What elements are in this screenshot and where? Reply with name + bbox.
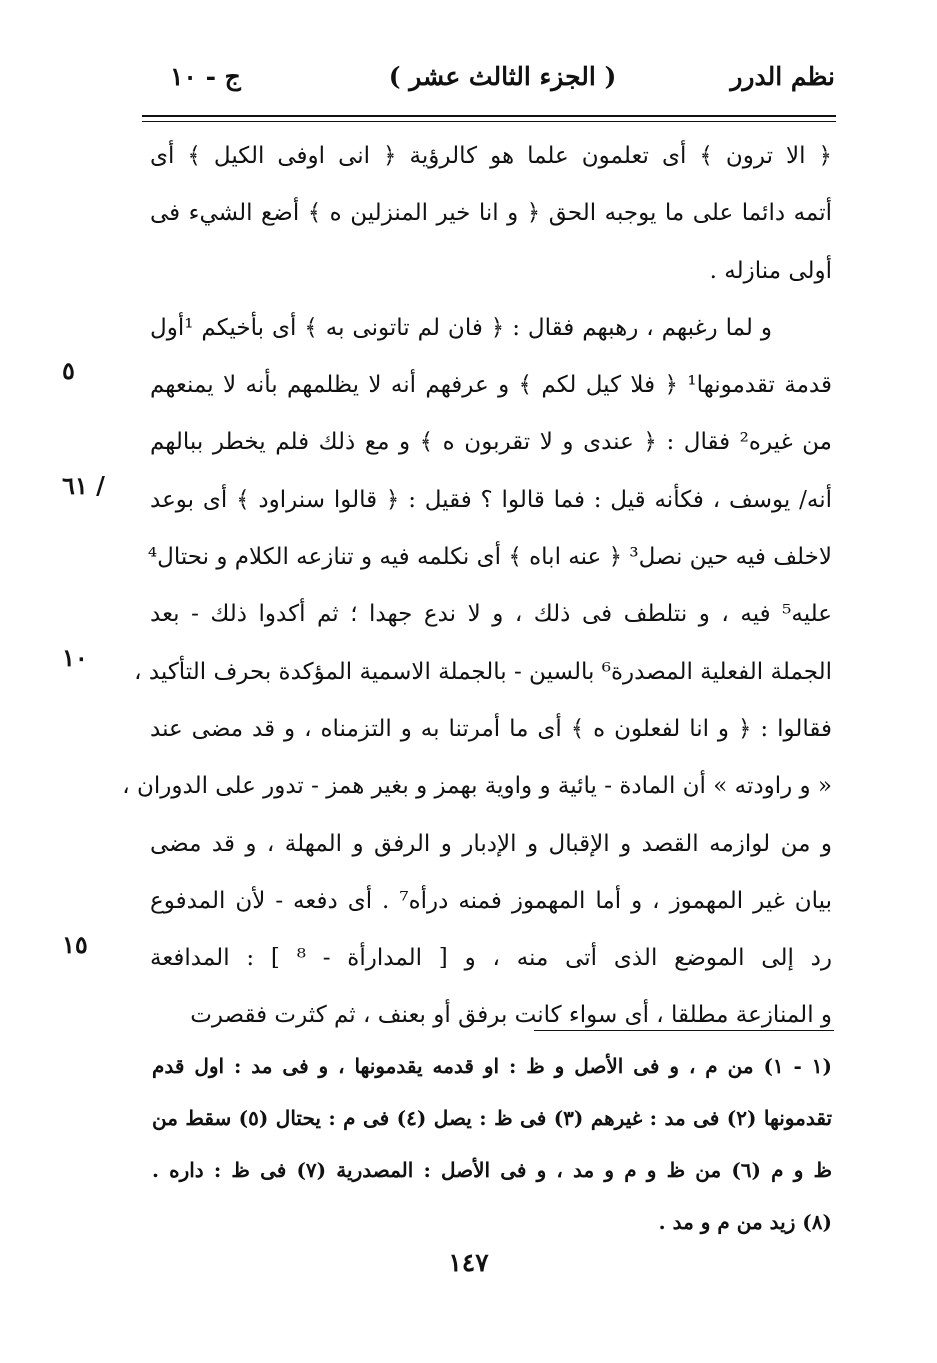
text-line: بيان غير المهموز ، و أما المهموز فمنه درأه⁷ . أى دفعه - لأن المدفوع <box>150 887 832 914</box>
text-line: و المنازعة مطلقا ، أى سواء كانت برفق أو بعنف ، ثم كثرت فقصرت <box>190 1002 832 1029</box>
text-line: ﴿ الا ترون ﴾ أى تعلمون علما هو كالرؤية ﴿ انى اوفى الكيل ﴾ أى <box>150 143 832 169</box>
footnotes <box>152 1040 832 1248</box>
footnote-line: (٨) زيد من م و مد . <box>658 1210 832 1234</box>
text-line: و من لوازمه القصد و الإقبال و الإدبار و الرفق و المهلة ، و قد مضى <box>150 830 832 857</box>
text-line: « و راودته » أن المادة - يائية و واوية بهمز و بغير همز - تدور على الدوران ، <box>122 773 832 800</box>
text-line: أتمه دائما على ما يوجبه الحق ﴿ و انا خير المنزلين ه ﴾ أضع الشيء فى <box>150 200 832 227</box>
footnote-line: ظ و م (٦) من ظ و م و مد ، و فى الأصل : المصدرية (٧) فى ظ : داره . <box>152 1158 833 1182</box>
folio-reference: / ٦١ <box>62 471 105 500</box>
footnote-line: تقدمونها (٢) فى مد : غيرهم (٣) فى ظ : يصل (٤) فى م : يحتال (٥) سقط من <box>152 1106 833 1130</box>
running-header <box>170 62 835 102</box>
text-line: أنه/ يوسف ، فكأنه قيل : فما قالوا ؟ فقيل : ﴿ قالوا سنراود ﴾ أى بوعد <box>150 486 832 513</box>
line-number-15: ١٥ <box>62 930 88 959</box>
header-rule <box>142 115 836 122</box>
text-line: رد إلى الموضع الذى أتى منه ، و [ المدارأة - ⁸ ] : المدافعة <box>150 945 832 972</box>
footnote-separator <box>534 1030 834 1031</box>
text-line: و لما رغبهم ، رهبهم فقال : ﴿ فان لم تاتونى به ﴾ أى بأخيكم ¹أول <box>150 314 772 341</box>
line-number-10: ١٠ <box>62 643 88 672</box>
text-line: أولى منازله . <box>709 257 832 284</box>
footnote-line: (١ - ١) من م ، و فى الأصل و ظ : او قدمه يقدمونها ، و فى مد : اول قدم <box>152 1054 832 1078</box>
header-book-title: نظم الدرر <box>730 62 835 91</box>
line-number-5: ٥ <box>62 356 75 385</box>
page-number: ١٤٧ <box>448 1248 489 1277</box>
text-line: الجملة الفعلية المصدرة⁶ بالسين - بالجملة الاسمية المؤكدة بحرف التأكيد ، <box>134 658 832 685</box>
text-line: فقالوا : ﴿ و انا لفعلون ه ﴾ أى ما أمرتنا به و التزمناه ، و قد مضى عند <box>150 715 832 742</box>
header-volume-title: ( الجزء الثالث عشر ) <box>388 62 617 91</box>
text-line: قدمة تقدمونها¹ ﴿ فلا كيل لكم ﴾ و عرفهم أنه لا يظلمهم بأنه لا يمنعهم <box>150 372 832 399</box>
text-line: من غيره² فقال : ﴿ عندى و لا تقربون ه ﴾ و مع ذلك فلم يخطر ببالهم <box>150 429 832 456</box>
header-volume-number: ج - ١٠ <box>170 62 241 91</box>
main-text <box>122 128 832 1045</box>
text-line: عليه⁵ فيه ، و نتلطف فى ذلك ، و لا ندع جهدا ؛ ثم أكدوا ذلك - بعد <box>150 601 832 628</box>
text-line: لاخلف فيه حين نصل³ ﴿ عنه اباه ﴾ أى نكلمه فيه و تنازعه الكلام و نحتال⁴ <box>147 544 832 571</box>
